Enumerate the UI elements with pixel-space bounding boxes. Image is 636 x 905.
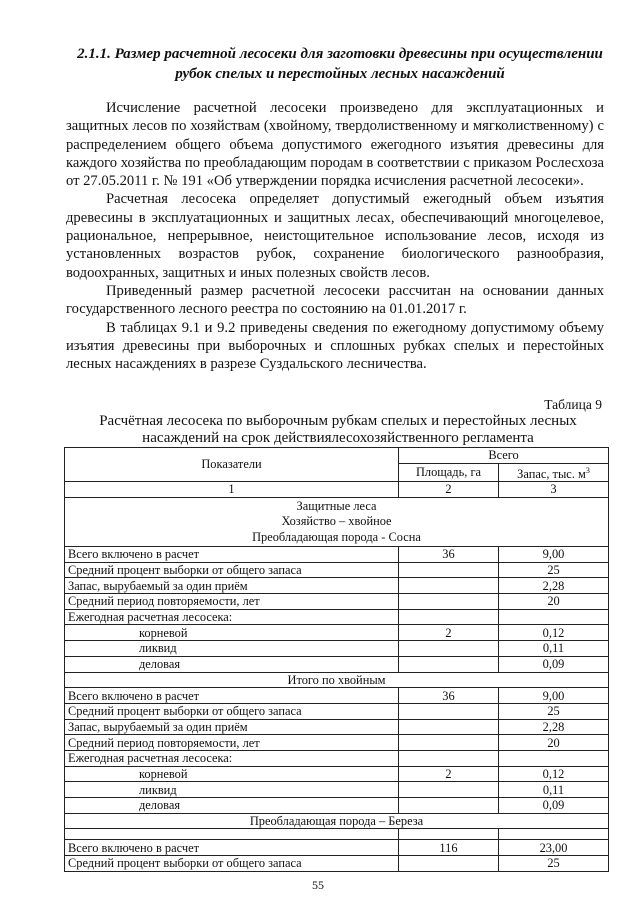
row-label: ликвид (65, 782, 399, 798)
group-label: Преобладающая порода - Сосна (252, 529, 421, 544)
row-stock: 9,00 (499, 547, 609, 563)
table-title-line: Расчётная лесосека по выборочным рубкам спелых и перестойных лесных (99, 413, 577, 429)
row-area: 36 (399, 547, 499, 563)
table-row (65, 547, 609, 563)
subtotal-row (65, 672, 609, 688)
row-stock: 20 (499, 735, 609, 751)
row-label: корневой (65, 625, 399, 641)
row-area (399, 798, 499, 814)
page-number: 55 (312, 878, 324, 892)
group-label: Преобладающая порода – Береза (65, 813, 609, 829)
table-row (65, 766, 609, 782)
header-area: Площадь, га (399, 463, 499, 481)
paragraph: Расчетная лесосека определяет допустимый ежегодный объем изъятия древесины в эксплуатационных и защитных лесах, обеспечивающий многоцелевое, рациональное, непрерывное, неистощительное использование лесов, исходя из установленных возрастов рубок, сохранение биологического разнообразия, водоохранных, защитных и иных полезных свойств лесов. (66, 191, 604, 281)
row-area (399, 578, 499, 594)
row-area (399, 562, 499, 578)
row-stock: 2,28 (499, 578, 609, 594)
spacer-row (65, 829, 609, 840)
header-row (65, 448, 609, 464)
row-label: Ежегодная расчетная лесосека: (65, 750, 399, 766)
subtotal-label: Итого по хвойным (65, 672, 609, 688)
row-label: Средний процент выборки от общего запаса (65, 856, 399, 872)
section-heading: 2.1.1. Размер расчетной лесосеки для заготовки древесины при осуществлении рубок спелых и перестойных лесных насаждений (77, 46, 603, 82)
table-row (65, 688, 609, 704)
row-area (399, 594, 499, 610)
row-stock: 0,12 (499, 625, 609, 641)
column-number: 2 (399, 481, 499, 497)
group-label: Защитные леса (296, 498, 377, 513)
column-number-row (65, 481, 609, 497)
row-stock: 0,12 (499, 766, 609, 782)
table-row (65, 578, 609, 594)
row-label: ликвид (65, 641, 399, 657)
group-row (65, 497, 609, 547)
table-row (65, 735, 609, 751)
empty-cell (499, 829, 609, 840)
row-label: Запас, вырубаемый за один приём (65, 578, 399, 594)
row-label: Средний период повторяемости, лет (65, 735, 399, 751)
table-number: Таблица 9 (544, 397, 602, 412)
row-label: деловая (65, 656, 399, 672)
header-indicators: Показатели (65, 448, 399, 482)
row-label: Запас, вырубаемый за один приём (65, 719, 399, 735)
row-area: 36 (399, 688, 499, 704)
row-area (399, 719, 499, 735)
row-area (399, 735, 499, 751)
row-label: Средний процент выборки от общего запаса (65, 703, 399, 719)
table-title (70, 413, 606, 447)
row-area: 116 (399, 840, 499, 856)
header-stock (499, 463, 609, 481)
group-row (65, 813, 609, 829)
empty-cell (65, 829, 399, 840)
paragraph: Исчисление расчетной лесосеки произведено для эксплуатационных и защитных лесов по хозяйствам (хвойному, твердолиственному и мягколиственному) с распределением общего объема допустимого ежегодного изъятия древесины для каждого хозяйства по преобладающим породам в соответствии с приказом Рослесхоза от 27.05.2011 г. № 191 «Об утверждении порядка исчисления расчетной лесосеки». (66, 100, 604, 190)
table-row (65, 656, 609, 672)
row-stock: 9,00 (499, 688, 609, 704)
table-row (65, 840, 609, 856)
table-row (65, 782, 609, 798)
paragraph: Приведенный размер расчетной лесосеки рассчитан на основании данных государственного лесного реестра по состоянию на 01.01.2017 г. (66, 282, 604, 318)
row-area (399, 856, 499, 872)
table-row (65, 798, 609, 814)
table-row (65, 750, 609, 766)
row-label: Всего включено в расчет (65, 547, 399, 563)
group-cell (65, 497, 609, 547)
table-row (65, 625, 609, 641)
row-stock: 0,11 (499, 641, 609, 657)
row-label: Всего включено в расчет (65, 688, 399, 704)
row-area: 2 (399, 766, 499, 782)
row-area (399, 703, 499, 719)
column-number: 3 (499, 481, 609, 497)
table-row (65, 562, 609, 578)
row-label: Ежегодная расчетная лесосека: (65, 609, 399, 625)
row-area (399, 641, 499, 657)
row-stock: 0,11 (499, 782, 609, 798)
row-stock (499, 750, 609, 766)
header-stock-text: Запас, тыс. м (517, 466, 586, 481)
row-stock: 0,09 (499, 656, 609, 672)
row-area (399, 782, 499, 798)
body-text (66, 99, 604, 373)
table-row (65, 703, 609, 719)
row-stock: 25 (499, 703, 609, 719)
row-area (399, 609, 499, 625)
row-stock: 23,00 (499, 840, 609, 856)
row-stock: 25 (499, 856, 609, 872)
row-label: корневой (65, 766, 399, 782)
row-label: Средний период повторяемости, лет (65, 594, 399, 610)
row-area (399, 656, 499, 672)
row-label: деловая (65, 798, 399, 814)
header-stock-unit-sup: 3 (585, 465, 590, 475)
row-label: Всего включено в расчет (65, 840, 399, 856)
table-row (65, 594, 609, 610)
row-stock (499, 609, 609, 625)
row-stock: 20 (499, 594, 609, 610)
row-area (399, 750, 499, 766)
table-row (65, 719, 609, 735)
table-row (65, 609, 609, 625)
group-label: Хозяйство – хвойное (281, 514, 392, 528)
paragraph: В таблицах 9.1 и 9.2 приведены сведения по ежегодному допустимому объему изъятия древесины при выборочных и сплошных рубках спелых и перестойных лесных насаждениях в разрезе Суздальского лесничества. (66, 319, 604, 373)
table-row (65, 641, 609, 657)
header-total: Всего (399, 448, 609, 464)
column-number: 1 (65, 481, 399, 497)
row-stock: 25 (499, 562, 609, 578)
table-row (65, 856, 609, 872)
row-label: Средний процент выборки от общего запаса (65, 562, 399, 578)
empty-cell (399, 829, 499, 840)
row-stock: 0,09 (499, 798, 609, 814)
cutting-area-table (64, 447, 609, 872)
table-title-line: насаждений на срок действиялесохозяйственного регламента (142, 430, 534, 446)
row-stock: 2,28 (499, 719, 609, 735)
row-area: 2 (399, 625, 499, 641)
